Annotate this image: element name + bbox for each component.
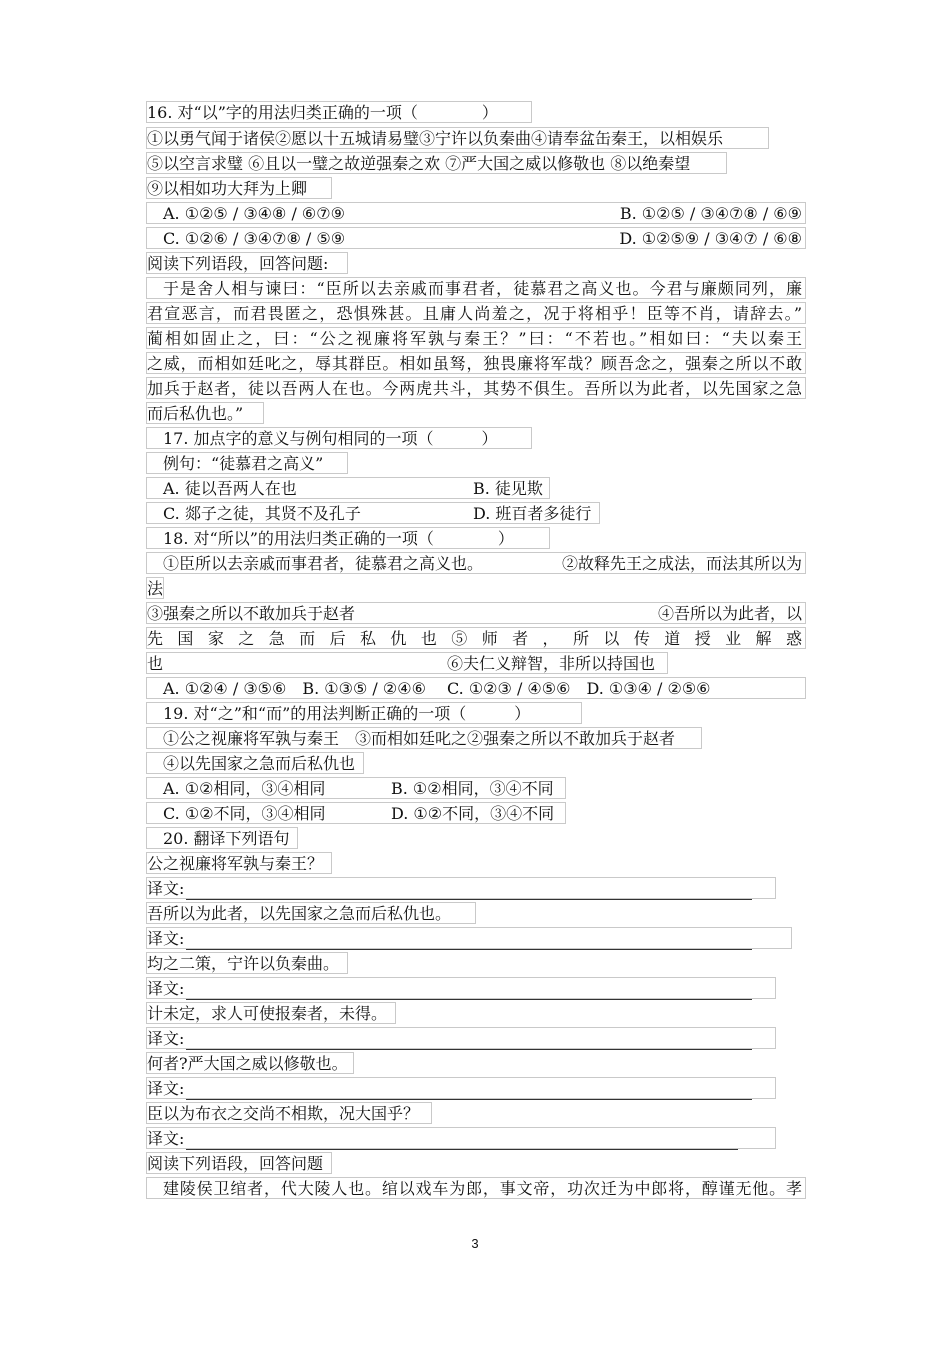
q18-item-4: ④吾所以为此者，以 [657, 604, 802, 623]
q19-stem: 19. 对“之”和“而”的用法判断正确的一项（ ） [146, 702, 582, 724]
q20-answer-label: 译文: [147, 1129, 185, 1148]
translation-blank[interactable] [186, 884, 752, 900]
q18-item-6: ⑥夫仁义辩智，非所以持国也 [447, 654, 656, 673]
q20-answer-label: 译文: [147, 879, 185, 898]
q19-option-b: B. ①②相同，③④不同 [391, 779, 554, 798]
passage2-line: 建陵侯卫绾者，代大陵人也。绾以戏车为郎，事文帝，功次迁为中郎将，醇谨无他。孝 [146, 1177, 806, 1199]
page-number: 3 [471, 1236, 479, 1251]
q18-line1 [146, 552, 806, 574]
q19-line2: ④以先国家之急而后私仇也 [146, 752, 364, 774]
q17-option-d: D. 班百者多徒行 [473, 504, 592, 523]
translation-blank[interactable] [186, 934, 752, 950]
q18-line3 [146, 602, 806, 624]
q20-stem: 20. 翻译下列语句 [146, 827, 298, 849]
q18-line5 [146, 652, 668, 674]
q20-answer-line [146, 877, 776, 899]
q16-option-b: B. ①②⑤ / ③④⑦⑧ / ⑥⑨ [619, 204, 802, 223]
q20-sentence: 何者?严大国之威以修敬也。 [146, 1052, 354, 1074]
passage1-line: 之威，而相如廷叱之，辱其群臣。相如虽驽，独畏廉将军哉？顾吾念之，强秦之所以不敢 [146, 352, 806, 374]
q18-line4: 先国家之急而后私仇也⑤师者，所以传道授业解惑 [146, 627, 806, 649]
q20-answer-label: 译文: [147, 1079, 185, 1098]
q20-answer-label: 译文: [147, 979, 185, 998]
passage1-intro: 阅读下列语段，回答问题: [146, 252, 348, 274]
q18-line2: 法 [147, 579, 164, 598]
q20-answer-label: 译文: [147, 1029, 185, 1048]
q16-stem: 16. 对“以”字的用法归类正确的一项（ ） [146, 101, 532, 123]
q20-answer-line [146, 1027, 776, 1049]
q16-option-a: A. ①②⑤ / ③④⑧ / ⑥⑦⑨ [163, 204, 345, 223]
q19-options-row2 [146, 802, 566, 824]
passage1-line: 君宣恶言，而君畏匿之，恐惧殊甚。且庸人尚羞之，况于将相乎！臣等不肖，请辞去。” [146, 302, 806, 324]
q19-options-row1 [146, 777, 566, 799]
q20-sentence: 臣以为布衣之交尚不相欺，况大国乎？ [146, 1102, 432, 1124]
q18-item-3: ③强秦之所以不敢加兵于赵者 [147, 604, 356, 623]
q18-line5-start: 也 [147, 654, 164, 673]
q16-options-row2 [146, 227, 806, 249]
translation-blank[interactable] [186, 1084, 752, 1100]
q20-sentence: 均之二策，宁许以负秦曲。 [146, 952, 348, 974]
q19-line1: ①公之视廉将军孰与秦王 ③而相如廷叱之②强秦之所以不敢加兵于赵者 [146, 727, 702, 749]
q17-option-b: B. 徒见欺 [473, 479, 543, 498]
q20-answer-line [146, 1127, 776, 1149]
passage1-line: 而后私仇也。” [146, 402, 264, 424]
translation-blank[interactable] [186, 1034, 752, 1050]
q16-option-d: D. ①②⑤⑨ / ③④⑦ / ⑥⑧ [619, 229, 802, 248]
q17-options-row2 [146, 502, 600, 524]
q17-option-a: A. 徒以吾两人在也 [163, 479, 297, 498]
translation-blank[interactable] [186, 1134, 738, 1150]
q18-item-1: ①臣所以去亲戚而事君者，徒慕君之高义也。 [163, 554, 484, 573]
q17-stem: 17. 加点字的意义与例句相同的一项（ ） [146, 427, 532, 449]
q20-sentence: 计未定，求人可使报秦者，未得。 [146, 1002, 396, 1024]
q20-sentence: 公之视廉将军孰与秦王？ [146, 852, 332, 874]
passage1-line: 蔺相如固止之，曰：“公之视廉将军孰与秦王？”曰：“不若也。”相如曰：“夫以秦王 [146, 327, 806, 349]
q20-answer-line [146, 977, 776, 999]
q18-options: A. ①②④ / ③⑤⑥ B. ①③⑤ / ②④⑥ C. ①②③ / ④⑤⑥ D. ①③④ / ②⑤⑥ [146, 677, 806, 699]
q17-option-c: C. 郯子之徒，其贤不及孔子 [163, 504, 361, 523]
q20-sentence: 吾所以为此者，以先国家之急而后私仇也。 [146, 902, 476, 924]
passage1-line: 于是舍人相与谏曰：“臣所以去亲戚而事君者，徒慕君之高义也。今君与廉颇同列，廉 [146, 277, 806, 299]
q19-option-d: D. ①②不同，③④不同 [391, 804, 555, 823]
q17-options-row1 [146, 477, 550, 499]
q19-option-c: C. ①②不同，③④相同 [163, 804, 326, 823]
q16-items-line2: ⑤以空言求璧 ⑥且以一璧之故逆强秦之欢 ⑦严大国之威以修敬也 ⑧以绝秦望 [146, 152, 727, 174]
q20-answer-line [146, 927, 792, 949]
q17-example: 例句：“徒慕君之高义” [146, 452, 348, 474]
q20-answer-label: 译文: [147, 929, 185, 948]
q19-option-a: A. ①②相同，③④相同 [163, 779, 326, 798]
q16-options-row1 [146, 202, 806, 224]
q18-item-2: ②故释先王之成法，而法其所以为 [561, 554, 802, 573]
passage2-intro: 阅读下列语段，回答问题 [146, 1152, 332, 1174]
translation-blank[interactable] [186, 984, 752, 1000]
q18-stem: 18. 对“所以”的用法归类正确的一项（ ） [146, 527, 550, 549]
q16-items-line1: ①以勇气闻于诸侯②愿以十五城请易璧③宁许以负秦曲④请奉盆缶秦王，以相娱乐 [146, 127, 769, 149]
q20-answer-line [146, 1077, 776, 1099]
passage1-line: 加兵于赵者，徒以吾两人在也。今两虎共斗，其势不俱生。吾所以为此者，以先国家之急 [146, 377, 806, 399]
q16-items-line3: ⑨以相如功大拜为上卿 [146, 177, 332, 199]
q16-option-c: C. ①②⑥ / ③④⑦⑧ / ⑤⑨ [163, 229, 346, 248]
